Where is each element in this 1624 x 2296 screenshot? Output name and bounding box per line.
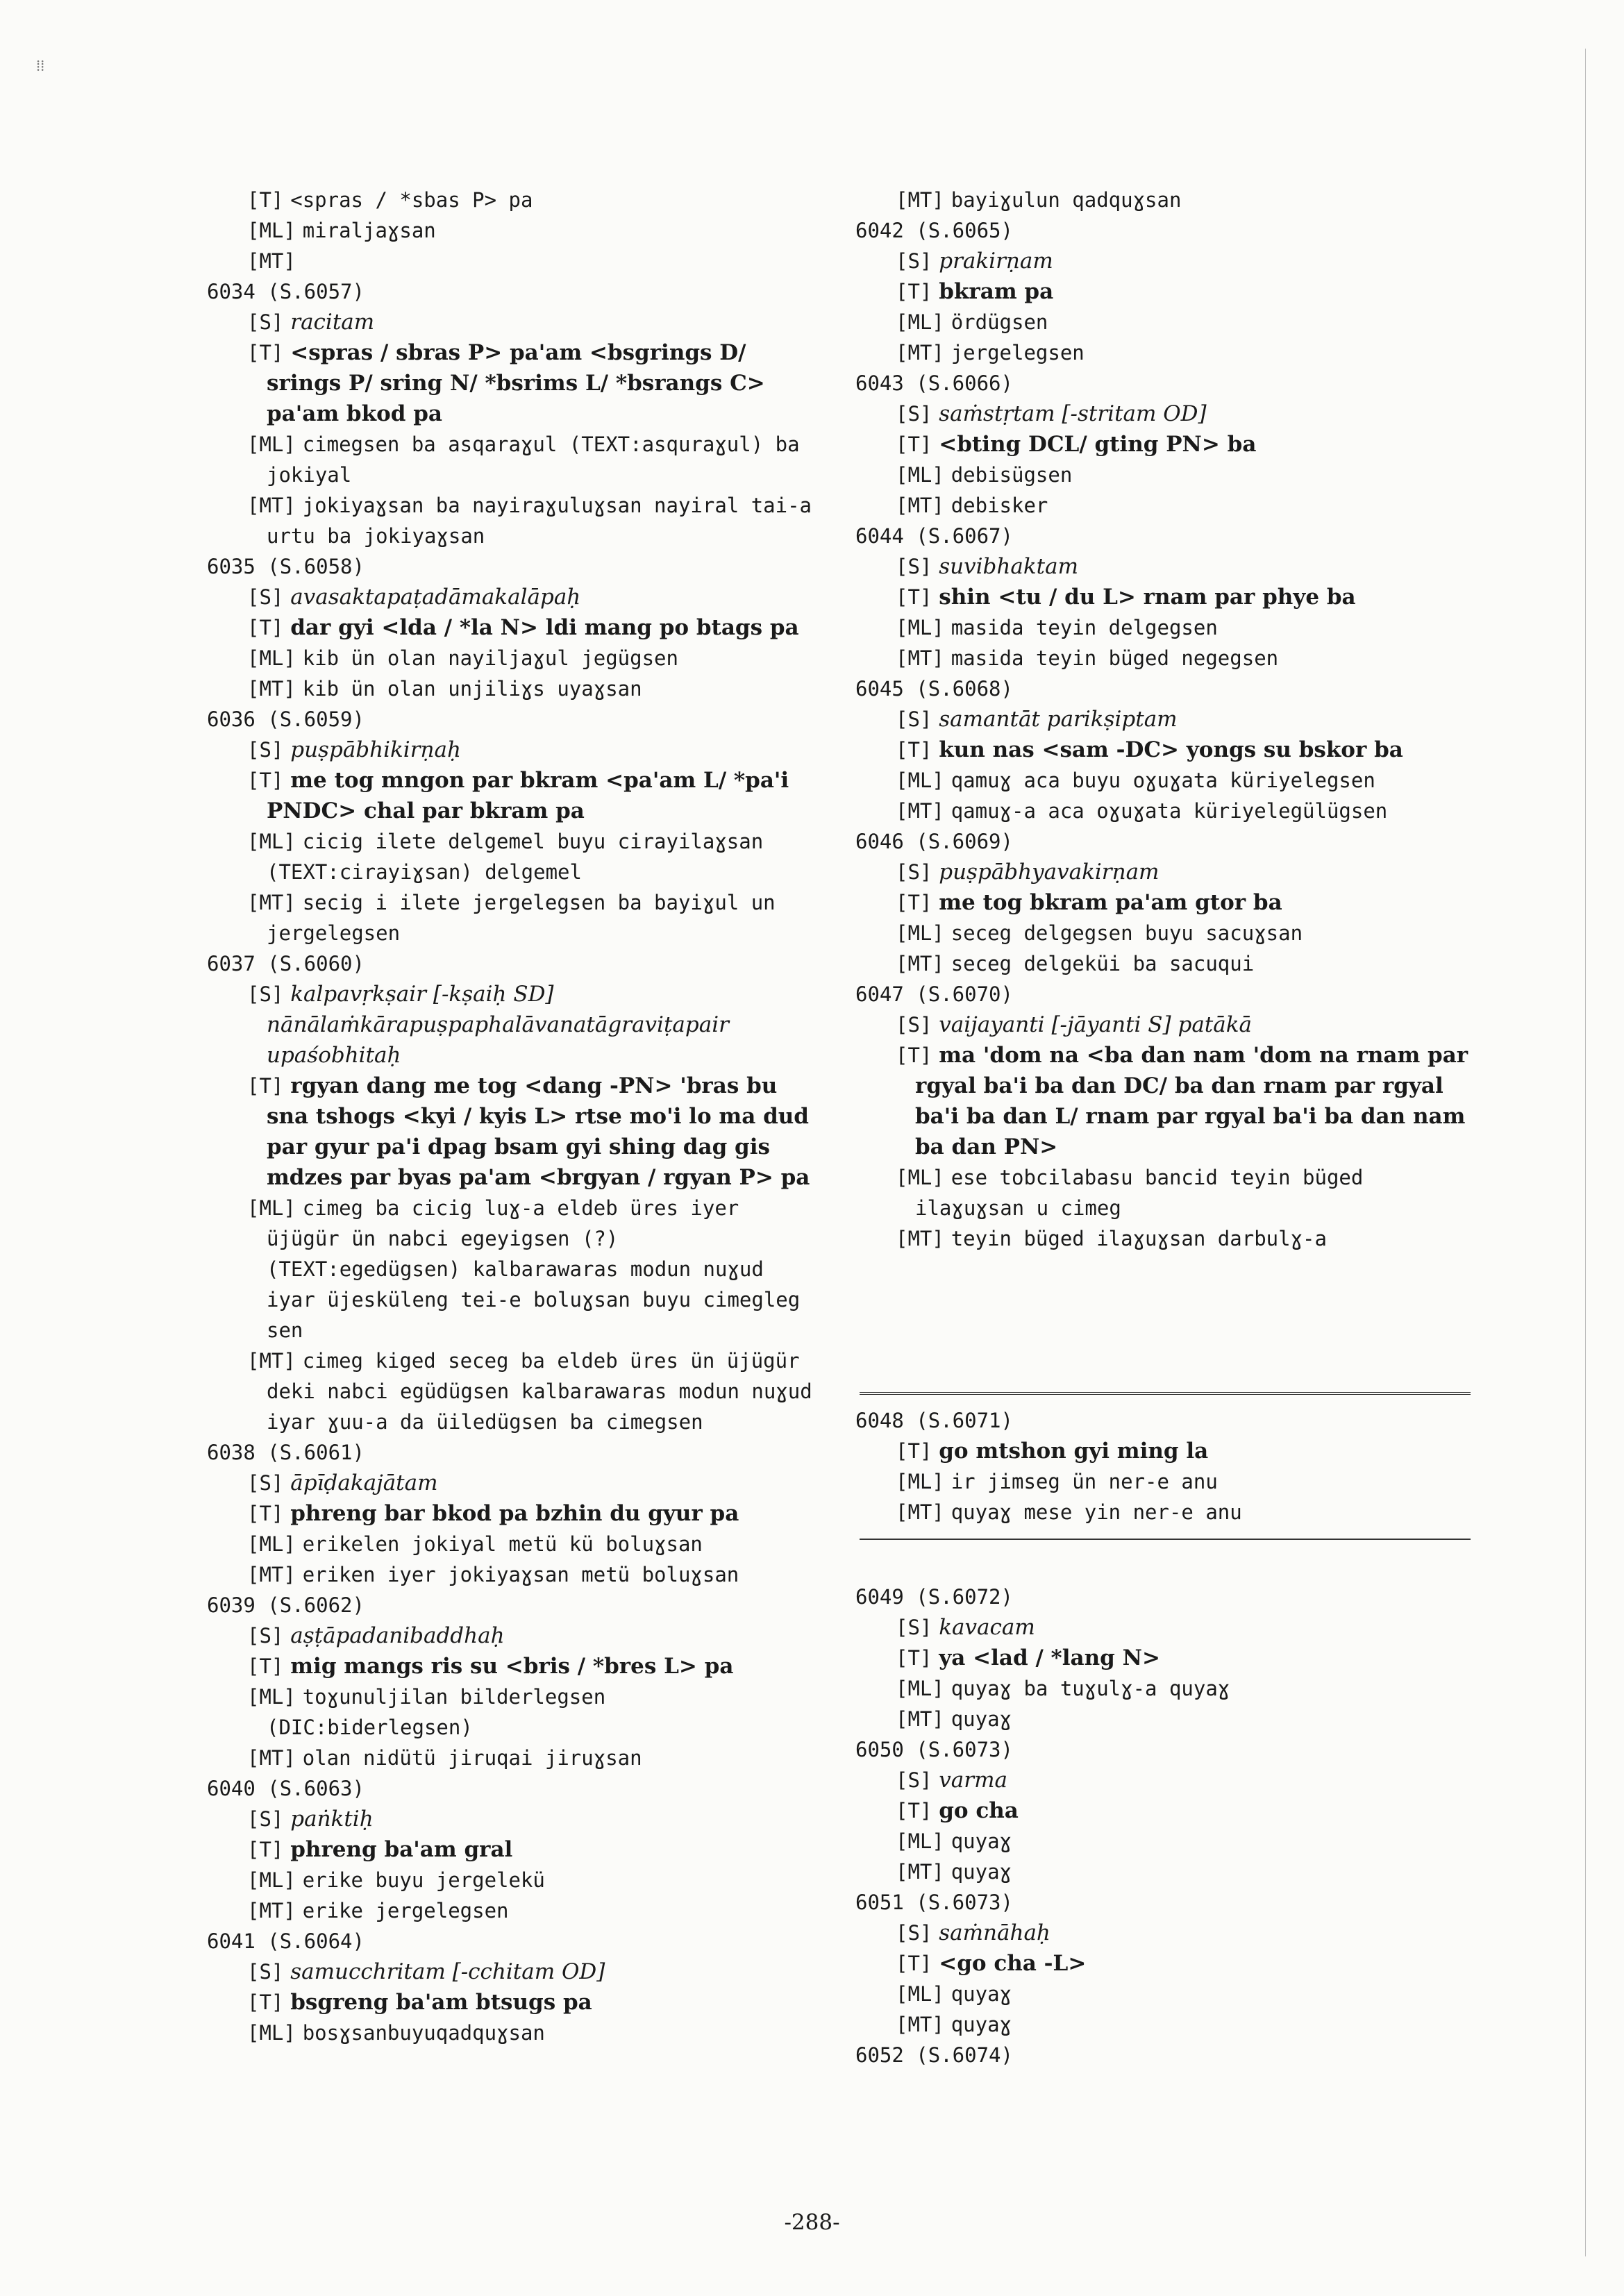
entry-line <box>226 429 818 490</box>
entry-number <box>207 276 818 307</box>
entry-line <box>226 1804 818 1834</box>
field-value: ese tobcilabasu bancid teyin büged ilaɣuɣsan u cimeg <box>915 1166 1364 1220</box>
field-tag: [ML] <box>896 463 944 487</box>
field-tag: [MT] <box>896 1707 944 1731</box>
entry-line <box>226 1620 818 1651</box>
entry-number-text: 6036 (S.6059) <box>207 707 365 731</box>
field-tag: [MT] <box>896 341 944 364</box>
field-tag: [S] <box>247 1471 284 1495</box>
entry-line <box>875 460 1480 490</box>
field-tag: [S] <box>896 707 932 731</box>
field-tag: [ML] <box>896 1470 944 1493</box>
field-tag: [S] <box>896 402 932 426</box>
entry-number <box>207 1926 818 1956</box>
field-tag: [MT] <box>896 1500 944 1524</box>
field-value: bkram pa <box>939 279 1054 304</box>
field-tag: [ML] <box>896 921 944 945</box>
field-tag: [MT] <box>247 677 296 701</box>
entry-number <box>855 826 1480 857</box>
entry-line <box>875 1948 1480 1979</box>
field-tag: [MT] <box>247 1349 296 1373</box>
field-tag: [S] <box>247 1960 284 1984</box>
field-value: qamuɣ aca buyu oɣuɣata küriyelegsen <box>951 769 1375 792</box>
field-tag: [MT] <box>247 891 296 914</box>
field-value: quyaɣ <box>951 1707 1012 1731</box>
entry-line <box>875 612 1480 643</box>
field-value: <bting DCL/ gting PN> ba <box>939 432 1257 457</box>
entry-number <box>855 2040 1480 2070</box>
entry-number <box>855 1582 1480 1612</box>
entry-number-text: 6038 (S.6061) <box>207 1441 365 1464</box>
entry-line <box>875 399 1480 429</box>
field-value: kavacam <box>939 1615 1035 1640</box>
entry-number <box>207 1773 818 1804</box>
field-tag: [T] <box>896 1044 932 1067</box>
field-value: <spras / *sbas P> pa <box>290 188 533 212</box>
field-tag: [MT] <box>896 1860 944 1884</box>
field-tag: [ML] <box>896 616 944 639</box>
right-column-mid <box>855 1405 1480 1527</box>
entry-line <box>875 1857 1480 1887</box>
field-value: bosɣsanbuyuqadquɣsan <box>302 2021 545 2045</box>
entry-line <box>226 490 818 551</box>
entry-number <box>855 368 1480 399</box>
field-value: eriken iyer jokiyaɣsan metü boluɣsan <box>302 1563 739 1586</box>
field-tag: [S] <box>247 585 284 609</box>
section-divider-bottom <box>860 1539 1471 1540</box>
entry-line <box>226 887 818 948</box>
field-tag: [S] <box>896 1921 932 1945</box>
entry-line <box>226 1682 818 1743</box>
entry-line <box>226 1468 818 1498</box>
field-value: bayiɣulun qadquɣsan <box>951 188 1182 212</box>
field-value: bsgreng ba'am btsugs pa <box>290 1990 592 2015</box>
field-tag: [S] <box>896 249 932 273</box>
field-value: phreng bar bkod pa bzhin du gyur pa <box>290 1501 739 1526</box>
field-value: me tog mngon par bkram <pa'am L/ *pa'i PNDC> chal par bkram pa <box>267 768 789 823</box>
entry-line <box>875 1040 1480 1162</box>
field-tag: [S] <box>896 1768 932 1792</box>
field-tag: [T] <box>247 1074 284 1098</box>
entry-line <box>226 1559 818 1590</box>
entry-line <box>875 276 1480 307</box>
field-tag: [S] <box>247 310 284 334</box>
field-value: kalpavṛkṣair [-kṣaiḥ SD] nānālaṁkārapuṣpaphalāvanatāgraviṭapair upaśobhitaḥ <box>267 982 729 1068</box>
entry-number <box>207 1590 818 1620</box>
field-value: <go cha -L> <box>939 1951 1087 1976</box>
field-tag: [T] <box>896 891 932 914</box>
entry-line <box>875 1795 1480 1826</box>
field-tag: [MT] <box>247 1746 296 1770</box>
field-tag: [ML] <box>247 1532 296 1556</box>
entry-number <box>855 673 1480 704</box>
entry-line <box>226 2018 818 2048</box>
field-value: go cha <box>939 1798 1019 1823</box>
entry-line <box>226 185 818 215</box>
entry-number <box>207 948 818 979</box>
entry-line <box>875 1466 1480 1497</box>
entry-line <box>875 1765 1480 1795</box>
entry-number <box>855 1734 1480 1765</box>
page-number: -288- <box>784 2210 840 2235</box>
right-column-top <box>855 185 1480 1254</box>
entry-line <box>875 643 1480 673</box>
field-value: debisügsen <box>951 463 1073 487</box>
entry-line <box>875 1643 1480 1673</box>
entry-line <box>226 765 818 826</box>
field-value: erike jergelegsen <box>302 1899 509 1922</box>
field-value: jergelegsen <box>951 341 1085 364</box>
entry-line <box>226 1956 818 1987</box>
entry-line <box>875 1497 1480 1527</box>
field-value: toɣunuljilan bilderlegsen (DIC:biderlegsen) <box>267 1685 606 1739</box>
field-tag: [MT] <box>896 799 944 823</box>
field-value: teyin büged ilaɣuɣsan darbulɣ-a <box>951 1227 1327 1250</box>
entry-line <box>875 948 1480 979</box>
field-tag: [S] <box>247 738 284 762</box>
entry-line <box>875 1223 1480 1254</box>
entry-line <box>875 1009 1480 1040</box>
entry-line <box>875 1436 1480 1466</box>
field-value: saṁnāhaḥ <box>939 1920 1050 1945</box>
field-tag: [MT] <box>247 249 296 273</box>
entry-number-text: 6041 (S.6064) <box>207 1929 365 1953</box>
field-tag: [MT] <box>896 952 944 975</box>
field-tag: [S] <box>896 1616 932 1639</box>
entry-line <box>875 1673 1480 1704</box>
field-value: samucchritam [-cchitam OD] <box>290 1959 605 1984</box>
field-tag: [MT] <box>896 494 944 517</box>
field-tag: [MT] <box>247 1899 296 1922</box>
entry-line <box>226 1193 818 1346</box>
field-value: seceg delgeküi ba sacuqui <box>951 952 1255 975</box>
entry-number <box>207 551 818 582</box>
field-value: <spras / sbras P> pa'am <bsgrings D/ srings P/ sring N/ *bsrims L/ *bsrangs C> pa'am bkod pa <box>267 340 765 426</box>
field-value: prakirṇam <box>939 249 1053 274</box>
field-tag: [ML] <box>896 1829 944 1853</box>
field-value: erike buyu jergelekü <box>302 1868 545 1892</box>
entry-line <box>875 857 1480 887</box>
field-value: dar gyi <lda / *la N> ldi mang po btags pa <box>290 615 799 640</box>
field-value: kib ün olan unjiliɣs uyaɣsan <box>302 677 642 701</box>
field-tag: [S] <box>247 982 284 1006</box>
entry-line <box>875 2009 1480 2040</box>
field-value: quyaɣ mese yin ner-e anu <box>951 1500 1242 1524</box>
entry-line <box>226 1743 818 1773</box>
field-value: me tog bkram pa'am gtor ba <box>939 890 1282 915</box>
entry-number-text: 6044 (S.6067) <box>855 524 1013 548</box>
field-tag: [ML] <box>247 646 296 670</box>
entry-number <box>855 215 1480 246</box>
entry-line <box>226 1498 818 1529</box>
field-tag: [ML] <box>247 1685 296 1709</box>
entry-number-text: 6042 (S.6065) <box>855 219 1013 242</box>
entry-number-text: 6043 (S.6066) <box>855 371 1013 395</box>
field-tag: [MT] <box>896 188 944 212</box>
entry-line <box>226 1071 818 1193</box>
field-value: puṣpābhikirṇaḥ <box>290 737 461 762</box>
field-value: cimeg ba cicig luɣ-a eldeb üres iyer üjügür ün nabci egeyigsen (?) (TEXT:egedügsen) kalbarawaras modun nuɣud iyar üjesküleng tei-e boluɣsan buyu cimegleg sen <box>267 1196 801 1342</box>
field-tag: [T] <box>896 280 932 303</box>
field-value: miraljaɣsan <box>302 219 436 242</box>
field-value: vaijayanti [-jāyanti S] patākā <box>939 1012 1253 1037</box>
entry-line <box>226 1834 818 1865</box>
entry-line <box>226 979 818 1071</box>
field-tag: [S] <box>896 860 932 884</box>
entry-line <box>875 582 1480 612</box>
entry-line <box>875 185 1480 215</box>
entry-line <box>226 337 818 429</box>
field-tag: [ML] <box>896 769 944 792</box>
field-tag: [T] <box>896 1799 932 1822</box>
entry-number-text: 6049 (S.6072) <box>855 1585 1013 1609</box>
field-value: rgyan dang me tog <dang -PN> 'bras bu sna tshogs <kyi / kyis L> rtse mo'i lo ma dud par gyur pa'i dpag bsam gyi shing dag gis mdzes par byas pa'am <brgyan / rgyan P> pa <box>267 1073 810 1190</box>
entry-line <box>226 1651 818 1682</box>
entry-line <box>226 826 818 887</box>
field-tag: [T] <box>247 1991 284 2014</box>
field-value: kib ün olan nayiljaɣul jegügsen <box>302 646 678 670</box>
entry-line <box>875 429 1480 460</box>
field-value: debisker <box>951 494 1048 517</box>
field-value: racitam <box>290 310 375 335</box>
field-value: samantāt parikṣiptam <box>939 707 1178 732</box>
field-tag: [MT] <box>247 1563 296 1586</box>
field-value: jokiyaɣsan ba nayiraɣuluɣsan nayiral tai-a urtu ba jokiyaɣsan <box>267 494 812 548</box>
field-value: ya <lad / *lang N> <box>939 1645 1160 1670</box>
entry-line <box>875 1979 1480 2009</box>
entry-line <box>875 1918 1480 1948</box>
field-tag: [T] <box>247 188 284 212</box>
entry-line <box>226 673 818 704</box>
entry-line <box>226 612 818 643</box>
entry-line <box>875 246 1480 276</box>
field-tag: [ML] <box>247 830 296 853</box>
field-value: olan nidütü jiruqai jiruɣsan <box>302 1746 642 1770</box>
field-tag: [MT] <box>247 494 296 517</box>
field-tag: [S] <box>247 1807 284 1831</box>
entry-number <box>207 1437 818 1468</box>
field-tag: [S] <box>896 1013 932 1037</box>
entry-line <box>875 765 1480 796</box>
field-value: ördügsen <box>951 310 1048 334</box>
field-tag: [ML] <box>247 1868 296 1892</box>
entry-line <box>226 1529 818 1559</box>
field-tag: [ML] <box>247 433 296 456</box>
entry-number-text: 6047 (S.6070) <box>855 982 1013 1006</box>
entry-line <box>875 1162 1480 1223</box>
field-tag: [S] <box>247 1624 284 1648</box>
field-value: saṁstṛtam [-stritam OD] <box>939 401 1207 426</box>
entry-line <box>875 887 1480 918</box>
entry-line <box>226 1346 818 1437</box>
field-tag: [T] <box>896 585 932 609</box>
entry-number-text: 6040 (S.6063) <box>207 1777 365 1800</box>
entry-line <box>875 307 1480 337</box>
field-tag: [T] <box>896 1646 932 1670</box>
field-value: masida teyin büged negegsen <box>951 646 1279 670</box>
field-value: aṣṭāpadanibaddhaḥ <box>290 1623 505 1648</box>
entry-number-text: 6052 (S.6074) <box>855 2043 1013 2067</box>
field-tag: [ML] <box>896 1166 944 1189</box>
field-tag: [T] <box>247 1502 284 1525</box>
field-value: seceg delgegsen buyu sacuɣsan <box>951 921 1303 945</box>
entry-number <box>855 521 1480 551</box>
field-value: qamuɣ-a aca oɣuɣata küriyelegülügsen <box>951 799 1388 823</box>
entry-line <box>875 735 1480 765</box>
entry-line <box>875 1704 1480 1734</box>
entry-line <box>226 1895 818 1926</box>
field-value: paṅktiḥ <box>290 1807 374 1832</box>
field-value: quyaɣ <box>951 1829 1012 1853</box>
field-tag: [MT] <box>896 2013 944 2036</box>
field-value: phreng ba'am gral <box>290 1837 513 1862</box>
entry-line <box>875 918 1480 948</box>
field-value: shin <tu / du L> rnam par phye ba <box>939 585 1356 610</box>
field-tag: [S] <box>896 555 932 578</box>
field-value: go mtshon gyi ming la <box>939 1439 1209 1464</box>
entry-number <box>855 979 1480 1009</box>
entry-number-text: 6035 (S.6058) <box>207 555 365 578</box>
field-tag: [T] <box>247 769 284 792</box>
field-tag: [ML] <box>896 1982 944 2006</box>
entry-line <box>226 582 818 612</box>
entry-line <box>226 246 818 276</box>
entry-line <box>875 1612 1480 1643</box>
field-tag: [T] <box>896 1952 932 1975</box>
entry-line <box>875 704 1480 735</box>
entry-number-text: 6048 (S.6071) <box>855 1409 1013 1432</box>
entry-number <box>855 1887 1480 1918</box>
field-value: quyaɣ <box>951 1982 1012 2006</box>
field-value: suvibhaktam <box>939 554 1078 579</box>
field-value: quyaɣ <box>951 2013 1012 2036</box>
field-value: kun nas <sam -DC> yongs su bskor ba <box>939 737 1403 762</box>
field-value: varma <box>939 1768 1007 1793</box>
entry-number-text: 6051 (S.6073) <box>855 1891 1013 1914</box>
entry-number <box>207 704 818 735</box>
entry-number-text: 6034 (S.6057) <box>207 280 365 303</box>
field-value: ir jimseg ün ner-e anu <box>951 1470 1218 1493</box>
entry-line <box>875 1826 1480 1857</box>
entry-line <box>226 643 818 673</box>
entry-number-text: 6045 (S.6068) <box>855 677 1013 701</box>
field-value: masida teyin delgegsen <box>951 616 1218 639</box>
field-tag: [MT] <box>896 646 944 670</box>
field-tag: [T] <box>896 433 932 456</box>
field-tag: [ML] <box>896 1677 944 1700</box>
field-value: erikelen jokiyal metü kü boluɣsan <box>302 1532 703 1556</box>
field-value: quyaɣ ba tuɣulɣ-a quyaɣ <box>951 1677 1230 1700</box>
field-value: ma 'dom na <ba dan nam 'dom na rnam par rgyal ba'i ba dan DC/ ba dan rnam par rgyal ba'i ba dan L/ rnam par rgyal ba'i ba dan nam ba dan PN> <box>915 1043 1468 1159</box>
entry-line <box>875 551 1480 582</box>
entry-line <box>226 307 818 337</box>
section-divider-top <box>860 1392 1471 1395</box>
field-tag: [T] <box>247 616 284 639</box>
right-column-bottom <box>855 1582 1480 2070</box>
entry-number-text: 6046 (S.6069) <box>855 830 1013 853</box>
field-value: cimegsen ba asqaraɣul (TEXT:asquraɣul) ba jokiyal <box>267 433 800 487</box>
entry-line <box>226 1987 818 2018</box>
field-tag: [MT] <box>896 1227 944 1250</box>
field-tag: [T] <box>896 738 932 762</box>
field-tag: [T] <box>896 1439 932 1463</box>
field-value: mig mangs ris su <bris / *bres L> pa <box>290 1654 734 1679</box>
field-value: āpīḍakajātam <box>290 1470 438 1495</box>
field-tag: [T] <box>247 1838 284 1861</box>
entry-line <box>875 337 1480 368</box>
entry-line <box>226 735 818 765</box>
field-tag: [ML] <box>247 1196 296 1220</box>
field-value: quyaɣ <box>951 1860 1012 1884</box>
entry-number-text: 6050 (S.6073) <box>855 1738 1013 1761</box>
entry-number-text: 6039 (S.6062) <box>207 1593 365 1617</box>
field-value: cimeg kiged seceg ba eldeb üres ün üjügür deki nabci egüdügsen kalbarawaras modun nuɣud iyar ɣuu-a da üiledügsen ba cimegsen <box>267 1349 812 1434</box>
corner-mark: ⁞⁞ <box>36 58 45 75</box>
field-tag: [T] <box>247 341 284 364</box>
entry-line <box>226 1865 818 1895</box>
entry-line <box>875 490 1480 521</box>
field-tag: [ML] <box>896 310 944 334</box>
field-value: secig i ilete jergelegsen ba bayiɣul un jergelegsen <box>267 891 776 945</box>
entry-number-text: 6037 (S.6060) <box>207 952 365 975</box>
field-tag: [ML] <box>247 219 296 242</box>
entry-line <box>226 215 818 246</box>
field-tag: [T] <box>247 1654 284 1678</box>
entry-line <box>875 796 1480 826</box>
left-column <box>207 185 818 2048</box>
margin-line <box>1585 49 1586 2256</box>
field-value: cicig ilete delgemel buyu cirayilaɣsan (TEXT:cirayiɣsan) delgemel <box>267 830 764 884</box>
field-value: puṣpābhyavakirṇam <box>939 860 1160 885</box>
entry-number <box>855 1405 1480 1436</box>
field-value: avasaktapaṭadāmakalāpaḥ <box>290 585 581 610</box>
field-tag: [ML] <box>247 2021 296 2045</box>
